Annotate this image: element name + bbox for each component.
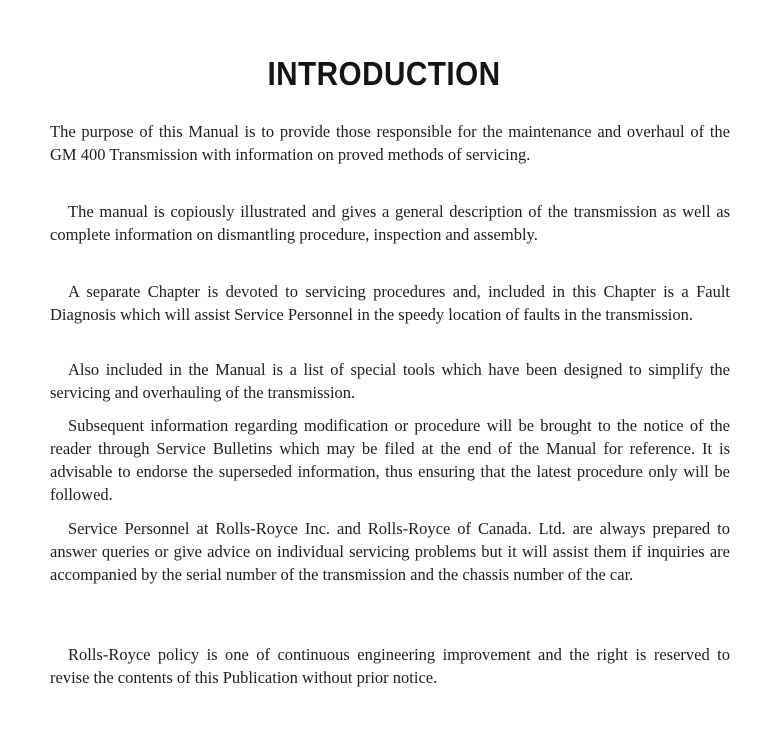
paragraph-special-tools: Also included in the Manual is a list of special tools which have been designed to simplify the servicing and overhauling of the transmission. [50,360,730,402]
paragraph-illustrations: The manual is copiously illustrated and gives a general description of the transmission as well as complete information on dismantling procedure, inspection and assembly. [50,202,730,244]
paragraph-purpose: The purpose of this Manual is to provide those responsible for the maintenance and overhaul of the GM 400 Transmission with information on proved methods of servicing. [50,122,730,164]
paragraph-service-personnel: Service Personnel at Rolls-Royce Inc. and Rolls-Royce of Canada. Ltd. are always prepared to answer queries or give advice on individual servicing problems but it will assist them if inquiries are accompanied by the serial number of the transmission and the chassis number of the car. [50,519,730,584]
paragraph-fault-diagnosis: A separate Chapter is devoted to servicing procedures and, included in this Chapter is a Fault Diagnosis which will assist Service Personnel in the speedy location of faults in the transmission. [50,282,730,324]
paragraph-service-bulletins: Subsequent information regarding modification or procedure will be brought to the notice of the reader through Service Bulletins which may be filed at the end of the Manual for reference. It is advisable to endorse the superseded information, thus ensuring that the latest procedure only will be followed. [50,416,730,504]
paragraph-policy: Rolls-Royce policy is one of continuous engineering improvement and the right is reserved to revise the contents of this Publication without prior notice. [50,645,730,687]
page-title: INTRODUCTION [267,55,501,93]
